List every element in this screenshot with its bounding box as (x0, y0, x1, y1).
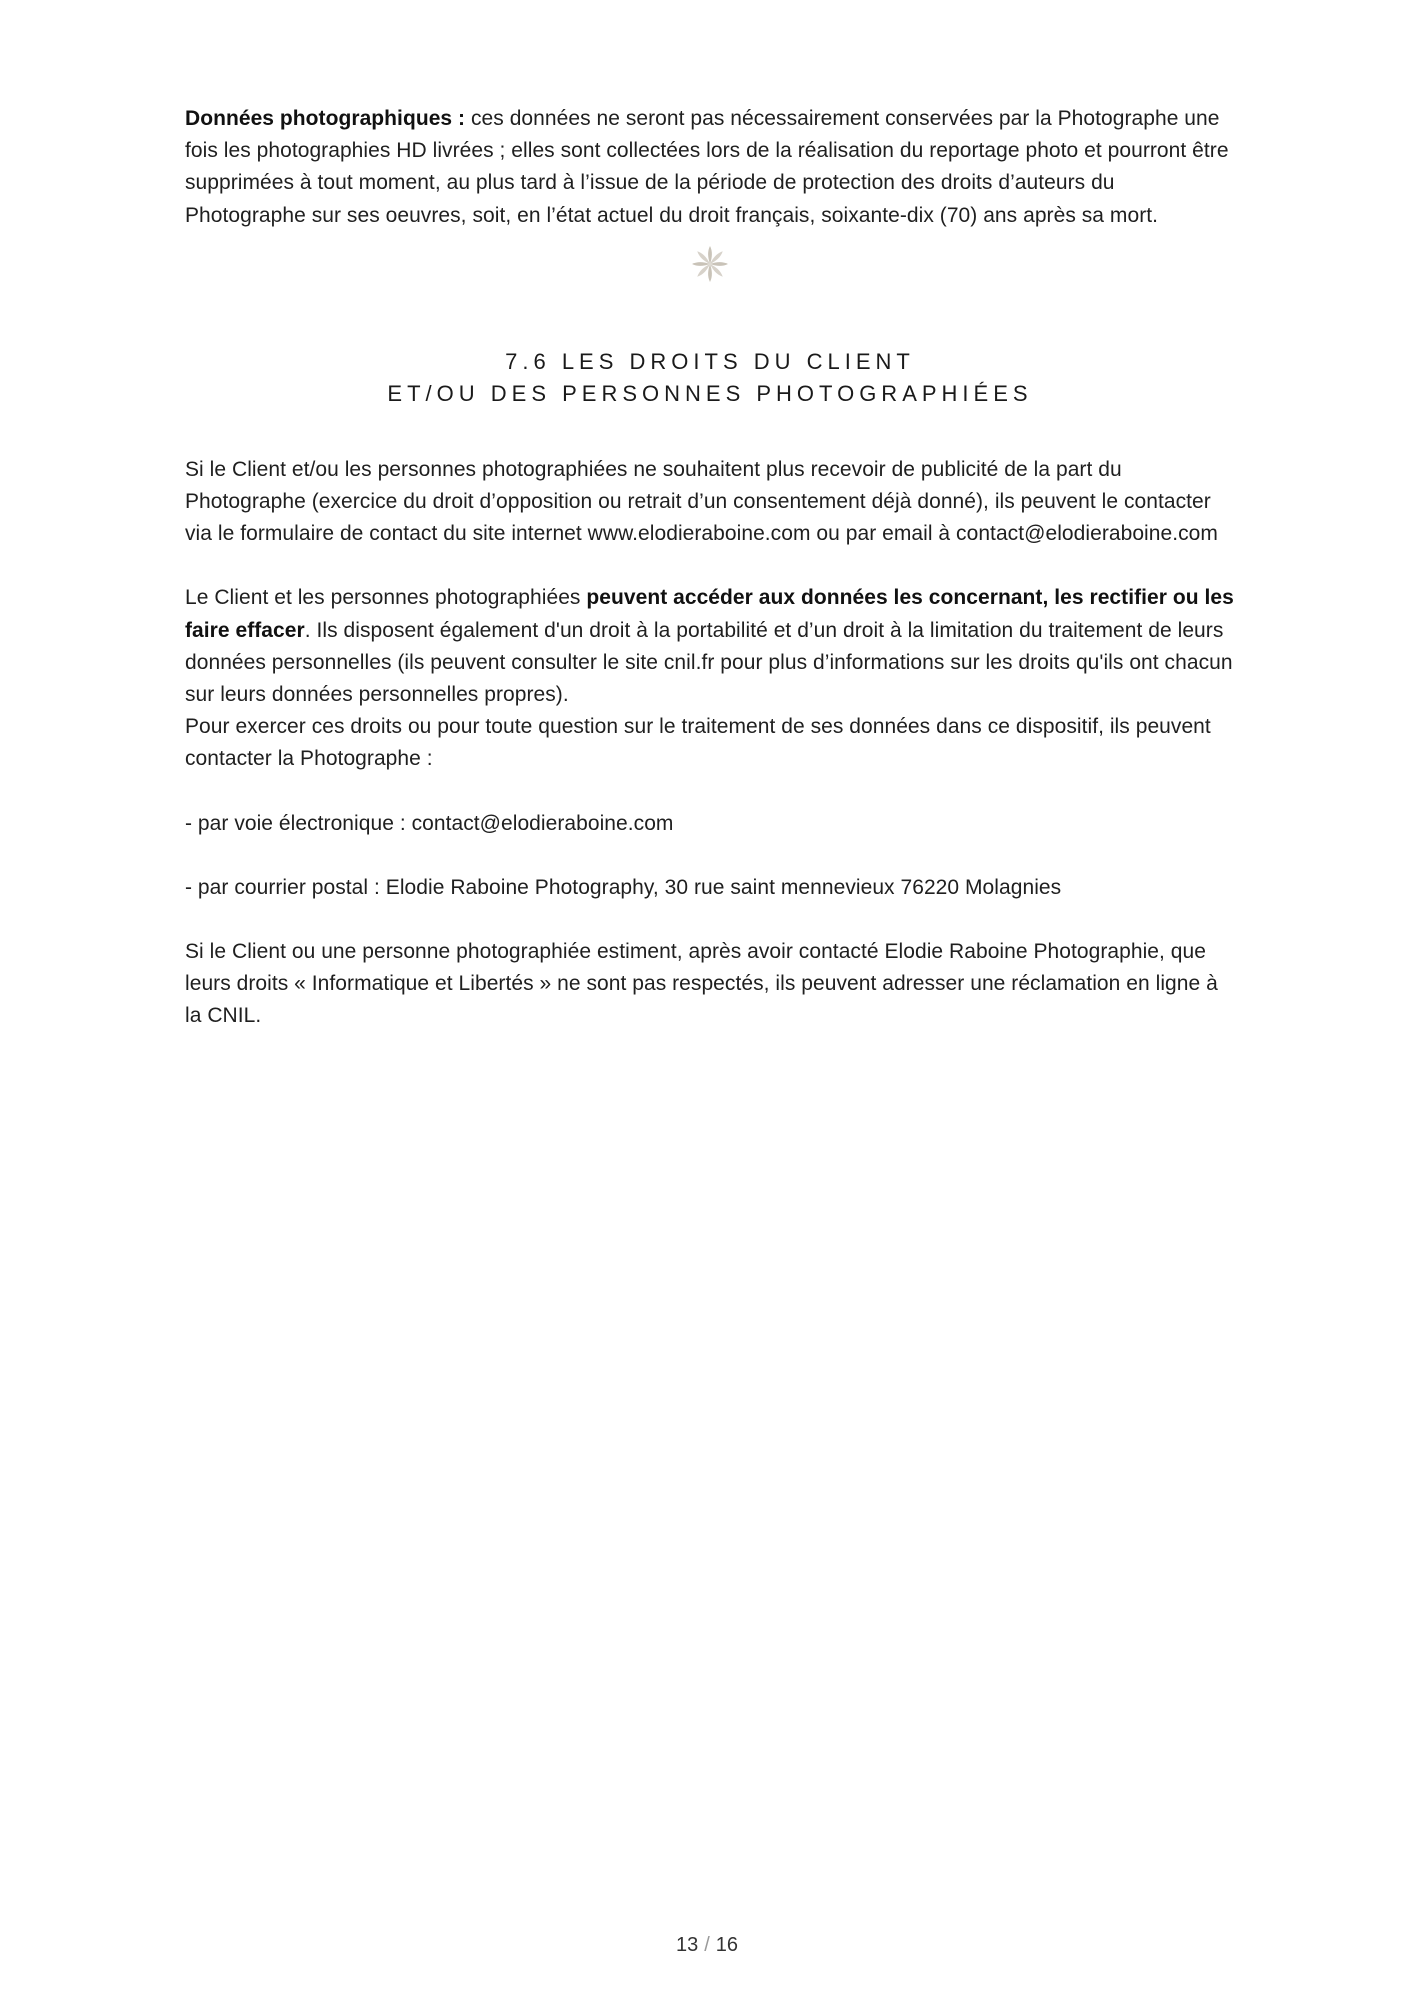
exercise-rights-paragraph: Pour exercer ces droits ou pour toute question sur le traitement de ses données dans ce dispositif, ils peuvent contacter la Photographe : (185, 715, 1211, 771)
access-rights-start: Le Client et les personnes photographiées (185, 586, 587, 610)
opposition-paragraph: Si le Client et/ou les personnes photographiées ne souhaitent plus recevoir de publicité de la part du Photographe (exercice du droit d’opposition ou retrait d’un consentement déjà donné), ils peuvent le contacter via le formulaire de contact du site internet www.elodieraboine.com ou par email à contact@elodieraboine.com (185, 457, 1218, 546)
access-rights-end: . Ils disposent également d'un droit à la portabilité et d’un droit à la limitation du traitement de leurs données personnelles (ils peuvent consulter le site cnil.fr pour plus d’informations sur les droits qu'ils ont chacun sur leurs données personnelles propres). (185, 618, 1233, 707)
current-page-number: 13 (675, 1934, 699, 1956)
section-heading-line-2: ET/OU DES PERSONNES PHOTOGRAPHIÉES (387, 380, 1033, 406)
photographic-data-lead: Données photographiques : (185, 107, 466, 130)
section-heading (185, 346, 1235, 410)
page-content (185, 103, 1235, 1033)
contact-postal-line: - par courrier postal : Elodie Raboine Photography, 30 rue saint mennevieux 76220 Molagnies (185, 875, 1062, 899)
page-number (0, 1934, 1414, 1957)
cnil-complaint-paragraph: Si le Client ou une personne photographiée estiment, après avoir contacté Elodie Raboine Photographie, que leurs droits « Informatique et Libertés » ne sont pas respectés, ils peuvent adresser une réclamation en ligne à la CNIL. (185, 940, 1218, 1028)
pinwheel-ornament-icon (690, 244, 730, 284)
photographic-data-body: ces données ne seront pas nécessairement conservées par la Photographe une fois les photographies HD livrées ; elles sont collectées lors de la réalisation du reportage photo et pourront être supprimées à tout moment, au plus tard à l’issue de la période de protection des droits d’auteurs du Photographe sur ses oeuvres, soit, en l’état actuel du droit français, soixante-dix (70) ans après sa mort. (185, 107, 1229, 227)
access-rights-paragraph (185, 582, 1235, 711)
access-rights-emphasis: peuvent accéder aux données les concernant, les rectifier ou les faire effacer (185, 586, 1234, 642)
total-page-count: 16 (715, 1934, 739, 1956)
contact-email-line: - par voie électronique : contact@elodieraboine.com (185, 811, 674, 835)
section-heading-line-1: 7.6 LES DROITS DU CLIENT (505, 348, 915, 374)
page-separator: / (704, 1934, 710, 1956)
photographic-data-paragraph (185, 103, 1235, 232)
